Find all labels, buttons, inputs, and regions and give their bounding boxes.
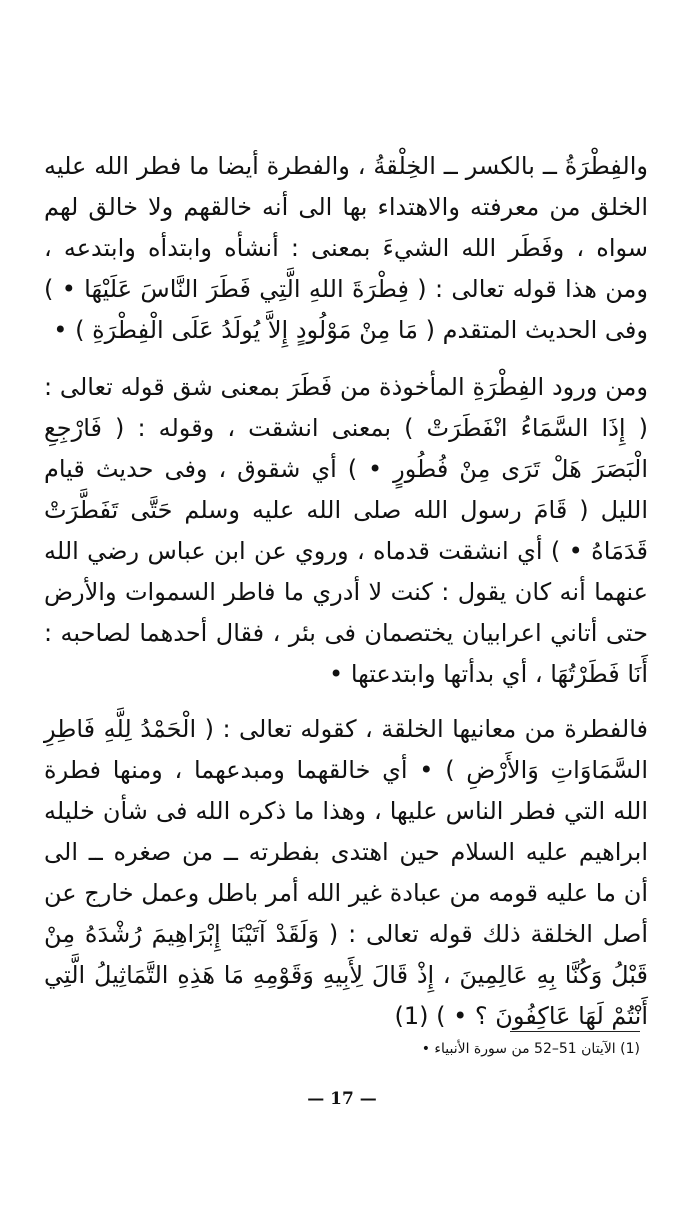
footnote: (1) الآيتان 51–52 من سورة الأنبياء • [421, 1041, 640, 1057]
paragraph-fitrah-creation: فالفطرة من معانيها الخلقة ، كقوله تعالى : ( الْحَمْدُ لِلَّهِ فَاطِرِ السَّمَاوَاتِ وَالأَرْضِ ) • أي خالقهما ومبدعهما ، ومنها فطرة الله التي فطر الناس عليها ، وهذا ما ذكره الله فى شأن خليله ابراهيم عليه السلام حين اهتدى بفطرته ــ من صغره ــ الى أن ما عليه قومه من عبادة غير الله أمر باطل وعمل خارج عن أصل الخلقة ذلك قوله تعالى : ( وَلَقَدْ آتَيْنَا إِبْرَاهِيمَ رُشْدَهُ مِنْ قَبْلُ وَكُنَّا بِهِ عَالِمِينَ ، إِذْ قَالَ لِأَبِيهِ وَقَوْمِهِ مَا هَذِهِ التَّمَاثِيلُ الَّتِي أَنْتُمْ لَهَا عَاكِفُونَ ؟ • ) (1) [44, 715, 648, 1030]
page-number: — 17 — [307, 1089, 377, 1109]
paragraph-fitrah-splitting: ومن ورود الفِطْرَةِ المأخوذة من فَطَرَ بمعنى شق قوله تعالى : ( إِذَا السَّمَاءُ انْفَطَرَتْ ) بمعنى انشقت ، وقوله : ( فَارْجِعِ الْبَصَرَ هَلْ تَرَى مِنْ فُطُورٍ • ) أي شقوق ، وفى حديث قيام الليل ( قَامَ رسول الله صلى الله عليه وسلم حَتَّى تَفَطَّرَتْ قَدَمَاهُ • ) أي انشقت قدماه ، وروي عن ابن عباس رضي الله عنهما أنه كان يقول : كنت لا أدري ما فاطر السموات والأرض حتى أتاني اعرابيان يختصمان فى بئر ، فقال أحدهما لصاحبه : أَنَا فَطَرْتُهَا ، أي بدأتها وابتدعتها • [44, 373, 648, 688]
footnote-divider [510, 1031, 640, 1032]
paragraph-fitrah-definition: والفِطْرَةُ ــ بالكسر ــ الخِلْقةُ ، والفطرة أيضا ما فطر الله عليه الخلق من معرفته والاهتداء بها الى أنه خالقهم ولا خالق لهم سواه ، وفَطَر الله الشيءَ بمعنى : أنشأه وابتدأه وابتدعه ، ومن هذا قوله تعالى : ( فِطْرَةَ اللهِ الَّتِي فَطَرَ النَّاسَ عَلَيْهَا • ) وفى الحديث المتقدم ( مَا مِنْ مَوْلُودٍ إِلاَّ يُولَدُ عَلَى الْفِطْرَةِ ) • [44, 152, 648, 344]
